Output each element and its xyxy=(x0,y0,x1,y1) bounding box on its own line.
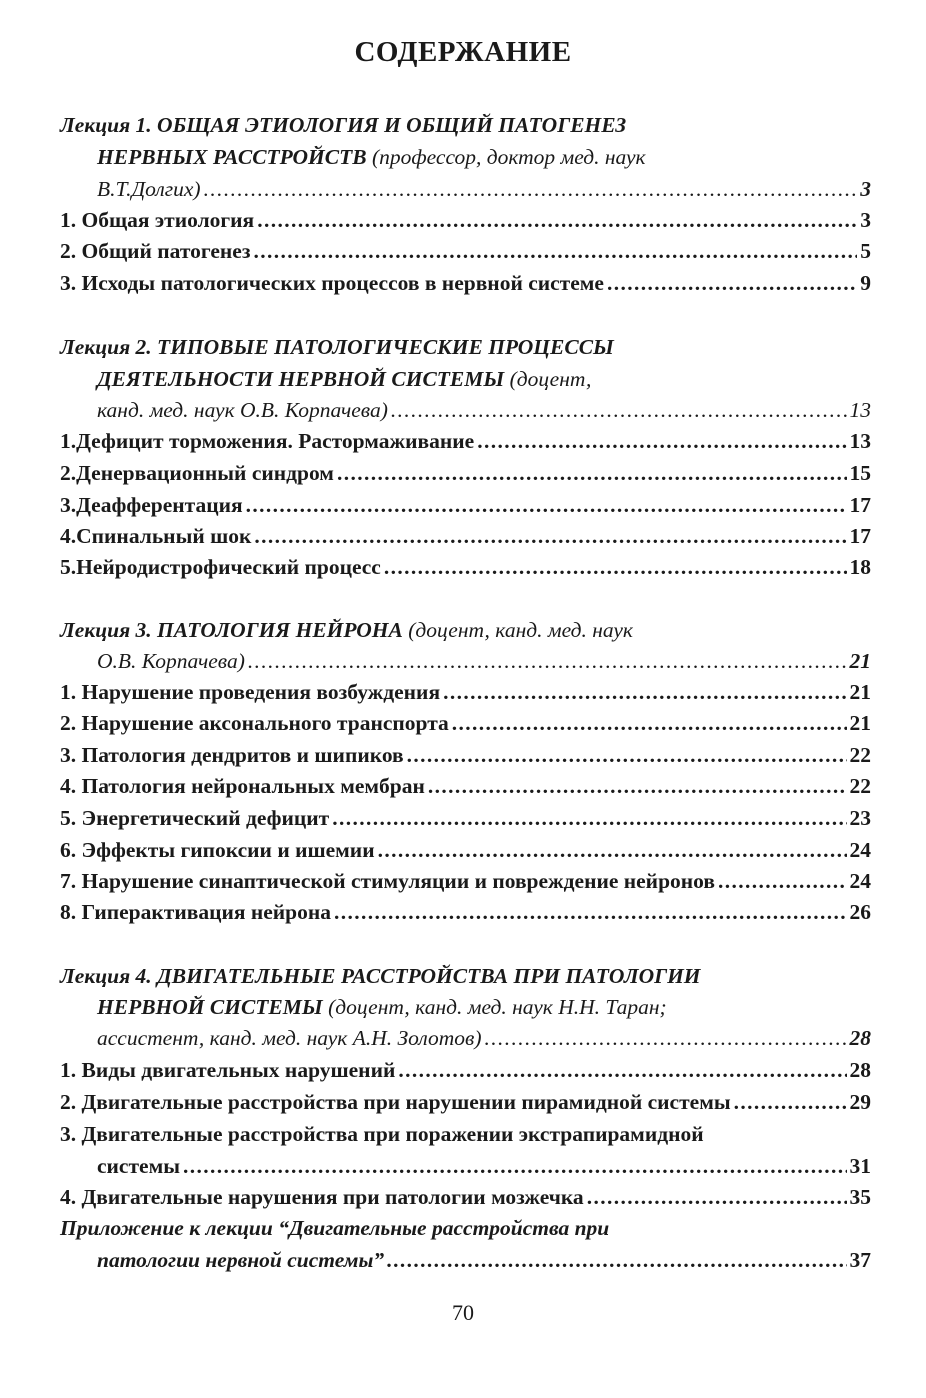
toc-item: системы . . . 31 xyxy=(97,1151,871,1181)
lecture1-title-line1: Лекция 1. ОБЩАЯ ЭТИОЛОГИЯ И ОБЩИЙ ПАТОГЕНЕЗ xyxy=(60,113,627,137)
toc-item: 1.Дефицит торможения. Растормаживание . . . 13 xyxy=(60,426,871,456)
page-number: 70 xyxy=(452,1300,474,1325)
toc-item: 3. Исходы патологических процессов в нервной системе . . . 9 xyxy=(60,268,871,298)
lecture4-title-line2 xyxy=(97,992,667,1022)
lecture3-page: 21 xyxy=(849,649,871,673)
toc-item-line1: 3. Двигательные расстройства при поражении экстрапирамидной xyxy=(60,1122,704,1146)
lecture3-author: (доцент, канд. мед. наук xyxy=(402,618,633,642)
lecture1-page: 3 xyxy=(860,177,871,201)
toc-item: 7. Нарушение синаптической стимуляции и повреждение нейронов . . . 24 xyxy=(60,866,871,896)
toc-item: 3.Деафферентация . . . 17 xyxy=(60,490,871,520)
lecture1-title-bold: НЕРВНЫХ РАССТРОЙСТВ xyxy=(97,145,367,169)
lecture2-title-bold: ДЕЯТЕЛЬНОСТИ НЕРВНОЙ СИСТЕМЫ xyxy=(97,367,505,391)
lecture2-entry xyxy=(97,395,871,425)
lecture4-author: (доцент, канд. мед. наук Н.Н. Таран; xyxy=(322,995,667,1019)
toc-item: 5.Нейродистрофический процесс . . . 18 xyxy=(60,552,871,582)
toc-item: 2. Общий патогенез . . . 5 xyxy=(60,236,871,266)
toc-item: 1. Нарушение проведения возбуждения . . . 21 xyxy=(60,677,871,707)
toc-item: 3. Патология дендритов и шипиков . . . 22 xyxy=(60,740,871,770)
lecture3-title-bold: Лекция 3. ПАТОЛОГИЯ НЕЙРОНА xyxy=(60,618,403,642)
lecture3-title-line1 xyxy=(60,615,633,645)
toc-item: 1. Виды двигательных нарушений . . . 28 xyxy=(60,1055,871,1085)
lecture2-title-line1: Лекция 2. ТИПОВЫЕ ПАТОЛОГИЧЕСКИЕ ПРОЦЕССЫ xyxy=(60,335,614,359)
toc-item: 2. Нарушение аксонального транспорта . . . 21 xyxy=(60,708,871,738)
toc-item: 4. Патология нейрональных мембран . . . 22 xyxy=(60,771,871,801)
lecture4-title-line1: Лекция 4. ДВИГАТЕЛЬНЫЕ РАССТРОЙСТВА ПРИ ПАТОЛОГИИ xyxy=(60,964,701,988)
toc-item: 5. Энергетический дефицит . . . 23 xyxy=(60,803,871,833)
lecture1-author-name: В.Т.Долгих) xyxy=(97,177,201,201)
toc-item: 4.Спинальный шок . . . 17 xyxy=(60,521,871,551)
appendix-line1: Приложение к лекции “Двигательные расстройства при xyxy=(60,1216,610,1240)
lecture2-author-name: канд. мед. наук О.В. Корпачева) xyxy=(97,398,388,422)
toc-item: 4. Двигательные нарушения при патологии мозжечка . . . 35 xyxy=(60,1182,871,1212)
lecture2-page: 13 xyxy=(849,398,871,422)
lecture4-page: 28 xyxy=(849,1026,871,1050)
lecture1-entry xyxy=(97,174,871,204)
toc-item: 2. Двигательные расстройства при нарушении пирамидной системы . . . 29 xyxy=(60,1087,871,1117)
lecture3-entry xyxy=(97,646,871,676)
lecture4-entry xyxy=(97,1023,871,1053)
page-title: СОДЕРЖАНИЕ xyxy=(354,36,572,68)
toc-item: 6. Эффекты гипоксии и ишемии . . . 24 xyxy=(60,835,871,865)
lecture4-author-name: ассистент, канд. мед. наук А.Н. Золотов) xyxy=(97,1026,482,1050)
lecture3-author-name: О.В. Корпачева) xyxy=(97,649,245,673)
lecture2-author: (доцент, xyxy=(504,367,592,391)
lecture1-author: (профессор, доктор мед. наук xyxy=(366,145,646,169)
toc-item: 8. Гиперактивация нейрона . . . 26 xyxy=(60,897,871,927)
appendix-entry: патологии нервной системы” . . . 37 xyxy=(97,1245,871,1275)
lecture4-title-bold: НЕРВНОЙ СИСТЕМЫ xyxy=(97,995,323,1019)
toc-item: 1. Общая этиология . . . 3 xyxy=(60,205,871,235)
toc-item: 2.Денервационный синдром . . . 15 xyxy=(60,458,871,488)
lecture1-title-line2 xyxy=(97,142,646,172)
lecture2-title-line2 xyxy=(97,364,591,394)
